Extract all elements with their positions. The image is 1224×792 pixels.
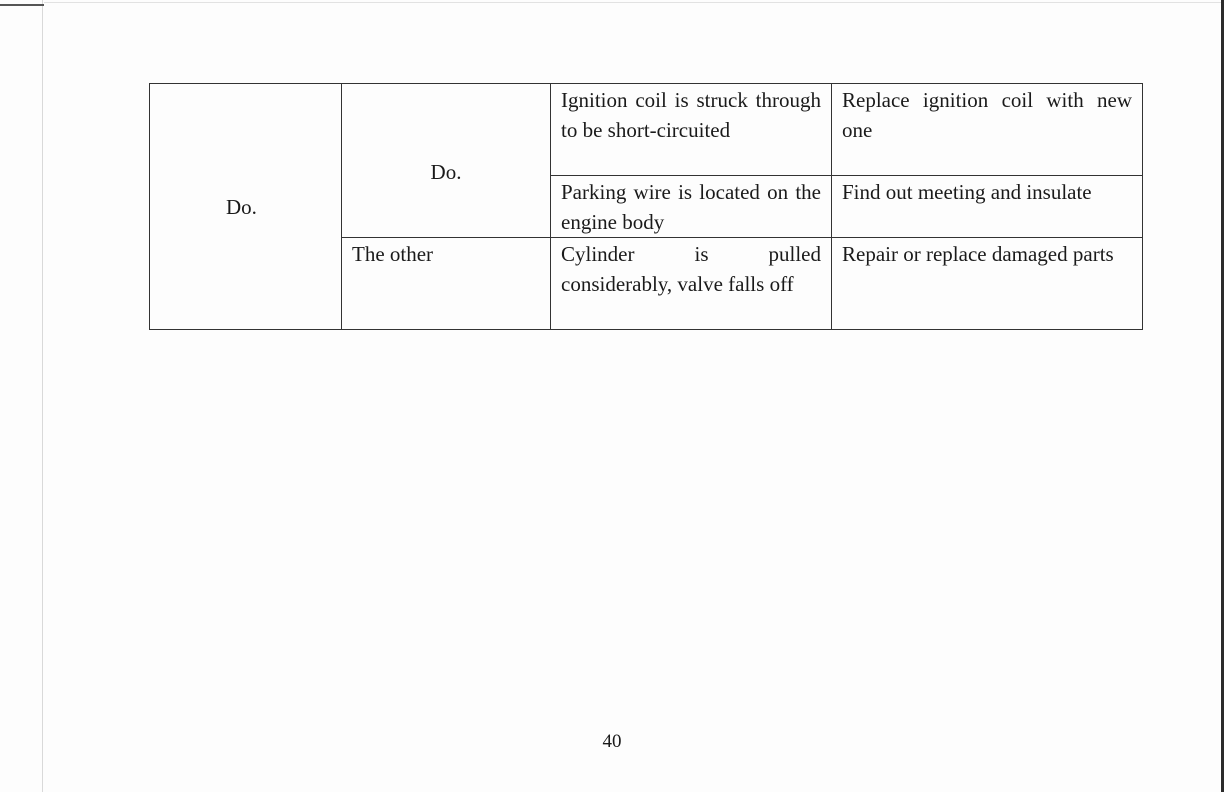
cause-cell: Parking wire is located on the engine body	[551, 176, 832, 238]
page-top-mark	[0, 4, 44, 6]
component-cell: Do.	[150, 84, 342, 330]
remedy-cell: Find out meeting and insulate	[832, 176, 1143, 238]
area-cell: Do.	[342, 84, 551, 238]
page-number: 40	[602, 731, 622, 752]
area-cell: The other	[342, 238, 551, 330]
remedy-cell: Repair or replace damaged parts	[832, 238, 1143, 330]
table-row	[150, 84, 1143, 176]
page-top-edge	[44, 2, 1224, 3]
page-left-edge	[42, 0, 43, 792]
troubleshooting-table	[149, 83, 1143, 330]
remedy-cell: Replace ignition coil with new one	[832, 84, 1143, 176]
cause-cell: Cylinder is pulled considerably, valve falls off	[551, 238, 832, 330]
cause-cell: Ignition coil is struck through to be short-circuited	[551, 84, 832, 176]
